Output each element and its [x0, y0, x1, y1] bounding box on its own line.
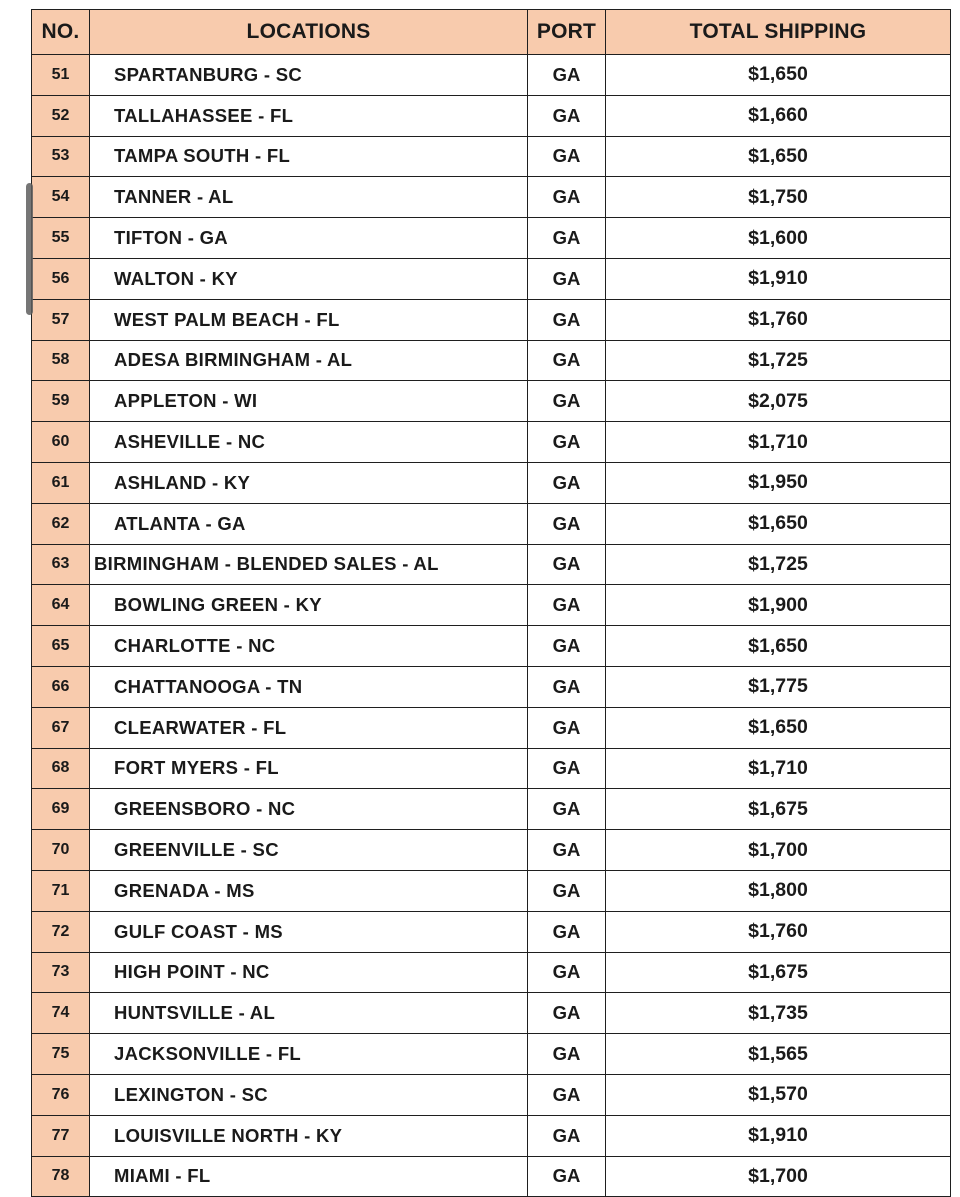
- table-row: [32, 1034, 951, 1075]
- row-number-cell: 70: [32, 830, 90, 871]
- table-body: [32, 55, 951, 1197]
- port-cell: GA: [528, 258, 606, 299]
- table-row: [32, 95, 951, 136]
- port-cell: GA: [528, 503, 606, 544]
- port-cell: GA: [528, 707, 606, 748]
- location-cell: ADESA BIRMINGHAM - AL: [90, 340, 528, 381]
- row-number-cell: 63: [32, 544, 90, 585]
- total-shipping-cell: $1,725: [606, 544, 951, 585]
- table-row: [32, 1115, 951, 1156]
- table-row: [32, 1074, 951, 1115]
- location-cell: ASHEVILLE - NC: [90, 422, 528, 463]
- table-row: [32, 340, 951, 381]
- location-cell: CHATTANOOGA - TN: [90, 666, 528, 707]
- table-row: [32, 585, 951, 626]
- row-number-cell: 64: [32, 585, 90, 626]
- row-number-cell: 68: [32, 748, 90, 789]
- total-shipping-cell: $1,650: [606, 136, 951, 177]
- location-cell: WALTON - KY: [90, 258, 528, 299]
- location-cell: CLEARWATER - FL: [90, 707, 528, 748]
- table-row: [32, 666, 951, 707]
- row-number-cell: 58: [32, 340, 90, 381]
- total-shipping-cell: $1,760: [606, 299, 951, 340]
- row-number-cell: 67: [32, 707, 90, 748]
- location-cell: SPARTANBURG - SC: [90, 55, 528, 96]
- row-number-cell: 65: [32, 626, 90, 667]
- row-number-cell: 59: [32, 381, 90, 422]
- port-cell: GA: [528, 1074, 606, 1115]
- table-row: [32, 381, 951, 422]
- total-shipping-cell: $1,710: [606, 748, 951, 789]
- port-cell: GA: [528, 585, 606, 626]
- total-shipping-cell: $1,675: [606, 789, 951, 830]
- total-shipping-cell: $1,700: [606, 1156, 951, 1197]
- row-number-cell: 76: [32, 1074, 90, 1115]
- row-number-cell: 73: [32, 952, 90, 993]
- location-cell: MIAMI - FL: [90, 1156, 528, 1197]
- row-number-cell: 71: [32, 870, 90, 911]
- total-shipping-cell: $1,950: [606, 462, 951, 503]
- port-cell: GA: [528, 911, 606, 952]
- port-cell: GA: [528, 870, 606, 911]
- column-header-no: NO.: [32, 10, 90, 55]
- row-number-cell: 77: [32, 1115, 90, 1156]
- row-number-cell: 53: [32, 136, 90, 177]
- row-number-cell: 72: [32, 911, 90, 952]
- row-number-cell: 54: [32, 177, 90, 218]
- table-row: [32, 258, 951, 299]
- location-cell: TIFTON - GA: [90, 218, 528, 259]
- total-shipping-cell: $1,735: [606, 993, 951, 1034]
- table-row: [32, 626, 951, 667]
- header-row: [32, 10, 951, 55]
- port-cell: GA: [528, 1156, 606, 1197]
- port-cell: GA: [528, 177, 606, 218]
- total-shipping-cell: $1,570: [606, 1074, 951, 1115]
- row-number-cell: 51: [32, 55, 90, 96]
- row-number-cell: 56: [32, 258, 90, 299]
- total-shipping-cell: $1,800: [606, 870, 951, 911]
- table-row: [32, 1156, 951, 1197]
- location-cell: ATLANTA - GA: [90, 503, 528, 544]
- location-cell: GULF COAST - MS: [90, 911, 528, 952]
- port-cell: GA: [528, 1115, 606, 1156]
- port-cell: GA: [528, 748, 606, 789]
- table-row: [32, 748, 951, 789]
- row-number-cell: 60: [32, 422, 90, 463]
- port-cell: GA: [528, 666, 606, 707]
- location-cell: GREENSBORO - NC: [90, 789, 528, 830]
- port-cell: GA: [528, 422, 606, 463]
- location-cell: CHARLOTTE - NC: [90, 626, 528, 667]
- table-row: [32, 870, 951, 911]
- port-cell: GA: [528, 340, 606, 381]
- total-shipping-cell: $1,650: [606, 503, 951, 544]
- port-cell: GA: [528, 381, 606, 422]
- location-cell: LEXINGTON - SC: [90, 1074, 528, 1115]
- port-cell: GA: [528, 95, 606, 136]
- total-shipping-cell: $1,650: [606, 707, 951, 748]
- total-shipping-cell: $1,910: [606, 258, 951, 299]
- port-cell: GA: [528, 1034, 606, 1075]
- total-shipping-cell: $1,760: [606, 911, 951, 952]
- row-number-cell: 61: [32, 462, 90, 503]
- total-shipping-cell: $1,775: [606, 666, 951, 707]
- total-shipping-cell: $1,600: [606, 218, 951, 259]
- location-cell: WEST PALM BEACH - FL: [90, 299, 528, 340]
- location-cell: HIGH POINT - NC: [90, 952, 528, 993]
- location-cell: TAMPA SOUTH - FL: [90, 136, 528, 177]
- total-shipping-cell: $1,700: [606, 830, 951, 871]
- shipping-table-container: [31, 9, 950, 1197]
- row-number-cell: 78: [32, 1156, 90, 1197]
- port-cell: GA: [528, 952, 606, 993]
- port-cell: GA: [528, 544, 606, 585]
- table-row: [32, 55, 951, 96]
- port-cell: GA: [528, 299, 606, 340]
- location-cell: FORT MYERS - FL: [90, 748, 528, 789]
- total-shipping-cell: $1,660: [606, 95, 951, 136]
- table-row: [32, 177, 951, 218]
- table-row: [32, 299, 951, 340]
- table-row: [32, 911, 951, 952]
- table-row: [32, 707, 951, 748]
- port-cell: GA: [528, 55, 606, 96]
- location-cell: ASHLAND - KY: [90, 462, 528, 503]
- total-shipping-cell: $1,910: [606, 1115, 951, 1156]
- total-shipping-cell: $2,075: [606, 381, 951, 422]
- column-header-locations: LOCATIONS: [90, 10, 528, 55]
- total-shipping-cell: $1,900: [606, 585, 951, 626]
- port-cell: GA: [528, 462, 606, 503]
- location-cell: GREENVILLE - SC: [90, 830, 528, 871]
- port-cell: GA: [528, 993, 606, 1034]
- total-shipping-cell: $1,650: [606, 55, 951, 96]
- row-number-cell: 69: [32, 789, 90, 830]
- port-cell: GA: [528, 789, 606, 830]
- table-row: [32, 830, 951, 871]
- total-shipping-cell: $1,725: [606, 340, 951, 381]
- column-header-total-shipping: TOTAL SHIPPING: [606, 10, 951, 55]
- total-shipping-cell: $1,650: [606, 626, 951, 667]
- row-number-cell: 66: [32, 666, 90, 707]
- total-shipping-cell: $1,710: [606, 422, 951, 463]
- table-row: [32, 136, 951, 177]
- table-row: [32, 503, 951, 544]
- column-header-port: PORT: [528, 10, 606, 55]
- total-shipping-cell: $1,675: [606, 952, 951, 993]
- table-row: [32, 789, 951, 830]
- port-cell: GA: [528, 626, 606, 667]
- row-number-cell: 74: [32, 993, 90, 1034]
- table-row: [32, 544, 951, 585]
- row-number-cell: 62: [32, 503, 90, 544]
- location-cell: JACKSONVILLE - FL: [90, 1034, 528, 1075]
- location-cell: APPLETON - WI: [90, 381, 528, 422]
- row-number-cell: 75: [32, 1034, 90, 1075]
- port-cell: GA: [528, 218, 606, 259]
- location-cell: TANNER - AL: [90, 177, 528, 218]
- location-cell: GRENADA - MS: [90, 870, 528, 911]
- location-cell: LOUISVILLE NORTH - KY: [90, 1115, 528, 1156]
- scroll-indicator[interactable]: [26, 183, 33, 315]
- table-row: [32, 422, 951, 463]
- location-cell: BIRMINGHAM - BLENDED SALES - AL: [90, 544, 528, 585]
- port-cell: GA: [528, 830, 606, 871]
- table-row: [32, 462, 951, 503]
- location-cell: BOWLING GREEN - KY: [90, 585, 528, 626]
- shipping-rates-table: [31, 9, 951, 1197]
- total-shipping-cell: $1,750: [606, 177, 951, 218]
- location-cell: HUNTSVILLE - AL: [90, 993, 528, 1034]
- table-row: [32, 952, 951, 993]
- row-number-cell: 57: [32, 299, 90, 340]
- port-cell: GA: [528, 136, 606, 177]
- table-row: [32, 218, 951, 259]
- total-shipping-cell: $1,565: [606, 1034, 951, 1075]
- row-number-cell: 55: [32, 218, 90, 259]
- table-row: [32, 993, 951, 1034]
- location-cell: TALLAHASSEE - FL: [90, 95, 528, 136]
- row-number-cell: 52: [32, 95, 90, 136]
